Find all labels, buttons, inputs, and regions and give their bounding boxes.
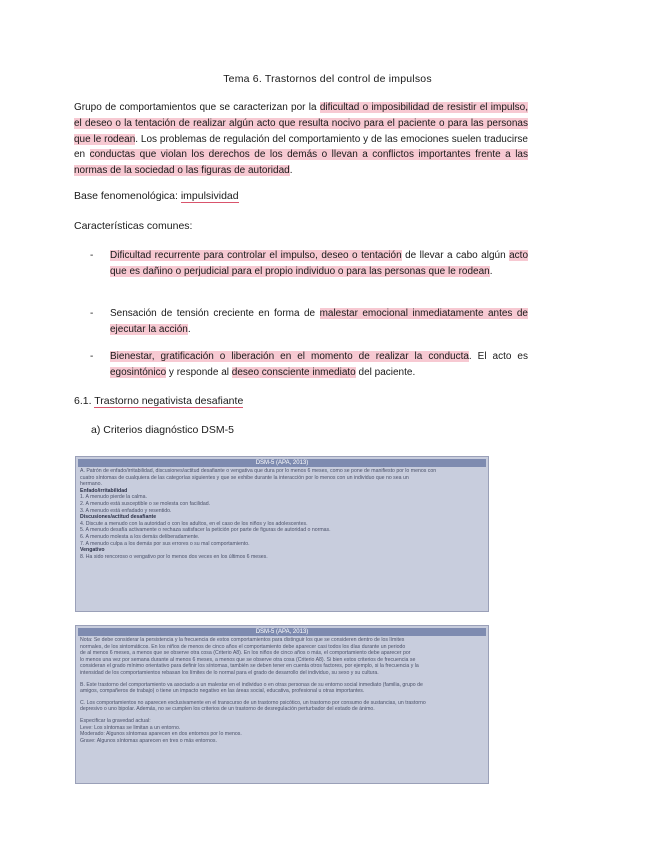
bullet-1-text-1: de llevar a cabo algún (401, 250, 510, 261)
section-heading (74, 395, 243, 407)
box-1-header: DSM-5 (APA, 2013) (78, 459, 486, 467)
box-1-content (76, 468, 488, 560)
criteria-line: de al menos 6 meses, a menos que se observe otra cosa (Criterio A8). En los niños de cinco años o más, el comportamiento debe aparecer por (80, 650, 411, 657)
criteria-line: Enfado/irritabilidad (80, 487, 128, 494)
criteria-line: Grave: Algunos síntomas aparecen en tres o más entornos. (80, 737, 217, 744)
criteria-line: Nota: Se debe considerar la persistencia y la frecuencia de estos comportamientos para distinguir los que se consideren dentro de los límites (80, 637, 405, 643)
box-2-header: DSM-5 (APA, 2013) (78, 628, 486, 636)
criteria-line: A. Patrón de enfado/irritabilidad, discusiones/actitud desafiante o vengativa que dura por lo menos 6 meses, como se pone de manifiesto por lo menos con (80, 468, 437, 474)
criteria-line: Especificar la gravedad actual: (80, 717, 151, 724)
dsm5-criteria-box-2 (75, 625, 489, 784)
bullet-2-highlight-1: malestar emocional inmediatamente antes de ejecutar la acción (110, 308, 528, 335)
bullet-3-text-1: . El acto es (468, 351, 528, 362)
criteria-line: Leve: Los síntomas se limitan a un entorno. (80, 724, 181, 731)
intro-text-1: Grupo de comportamientos que se caracterizan por la (74, 102, 320, 113)
bullet-1-highlight-1: Dificultad recurrente para controlar el impulso, deseo o tentación (110, 250, 402, 261)
caracteristicas-label: Características comunes: (74, 220, 193, 232)
intro-text-3: . (289, 165, 293, 177)
criteria-line: B. Este trastorno del comportamiento va asociado a un malestar en el individuo o en otras personas de su entorno social inmediato (familia, grupo de (80, 681, 423, 688)
criteria-line: normales, de los sintomáticos. En los niños de menos de cinco años el comportamiento debe aparecer casi todos los días durante un periodo (80, 643, 406, 650)
page-title: Tema 6. Trastornos del control de impulsos (223, 73, 432, 85)
criteria-line: 6. A menudo molesta a los demás deliberadamente. (80, 533, 200, 540)
base-term: impulsividad (180, 190, 239, 202)
criteria-line: 5. A menudo desafía activamente o rechaza satisfacer la petición por parte de figuras de autoridad o normas. (80, 527, 331, 534)
bullet-item-1 (110, 248, 528, 280)
section-number: 6.1. (74, 395, 95, 407)
dsm5-criteria-box-1 (75, 456, 489, 612)
bullet-3-text-3: del paciente. (355, 366, 416, 378)
criteria-line: depresivo o uno bipolar. Además, no se cumplen los criterios de un trastorno de desregulación perturbador del estado de ánimo. (80, 706, 375, 713)
criteria-line: 1. A menudo pierde la calma. (80, 494, 147, 501)
base-line (74, 190, 239, 202)
bullet-2-text-2: . (187, 323, 191, 335)
criteria-line: Vengativo (80, 547, 105, 554)
intro-highlight-2: conductas que violan los derechos de los demás o llevan a conflictos importantes frente a las normas de la sociedad o las figuras de autoridad (74, 149, 528, 177)
bullet-dash: - (90, 351, 94, 362)
bullet-3-highlight-3: deseo consciente inmediato (231, 366, 356, 378)
criteria-line: 7. A menudo culpa a los demás por sus errores o su mal comportamiento. (80, 540, 250, 547)
box-2-content (76, 637, 488, 744)
bullet-item-3 (110, 349, 528, 381)
criteria-line: amigos, compañeros de trabajo) o tiene un impacto negativo en las áreas social, educativa, profesional u otras importantes. (80, 688, 365, 695)
criteria-line: 3. A menudo está enfadado y resentido. (80, 507, 172, 514)
bullet-3-highlight-2: egosintónico (110, 366, 167, 378)
subsection-heading: a) Criterios diagnóstico DSM-5 (91, 424, 234, 436)
base-prefix: Base fenomenológica: (74, 190, 181, 202)
bullet-dash: - (90, 250, 94, 261)
intro-highlight-1: dificultad o imposibilidad de resistir el impulso, el deseo o la tentación de realizar algún acto que resulta nocivo para el paciente o para las personas que le rodean (74, 102, 528, 145)
criteria-line: consideran el grado mínimo orientativo para definir los síntomas, también se deben tener en cuenta otros factores, por ejemplo, si la frecuencia y la (80, 663, 419, 670)
criteria-line: Discusiones/actitud desafiante (80, 514, 157, 521)
intro-paragraph (74, 100, 528, 179)
criteria-line: cuatro síntomas de cualquiera de las categorías siguientes y que se exhibe durante la interacción por lo menos con un individuo que no sea un (80, 474, 409, 481)
bullet-dash: - (90, 308, 94, 319)
criteria-line: lo menos una vez por semana durante al menos 6 meses, a menos que se observe otra cosa (Criterio A8). Si bien estos criterios de frecuencia se (80, 656, 416, 663)
criteria-line: C. Los comportamientos no aparecen exclusivamente en el transcurso de un trastorno psicótico, un trastorno por consumo de sustancias, un trastorno (80, 699, 426, 706)
bullet-2-text-1: Sensación de tensión creciente en forma de (110, 308, 320, 319)
criteria-line: hermano. (80, 481, 102, 488)
criteria-line: 8. Ha sido rencoroso o vengativo por lo menos dos veces en los últimos 6 meses. (80, 553, 268, 560)
bullet-1-highlight-2: acto que es dañino o perjudicial para el propio individuo o para las personas que le rodean (110, 250, 529, 277)
bullet-3-text-2: y responde al (166, 366, 232, 378)
bullet-3-highlight-1: Bienestar, gratificación o liberación en el momento de realizar la conducta (110, 351, 469, 362)
bullet-1-text-2: . (489, 265, 493, 277)
criteria-line: intensidad de los comportamientos rebasan los límites de lo normal para el grado de desarrollo del individuo, su sexo y su cultura. (80, 669, 379, 676)
intro-text-2: . Los problemas de regulación del comportamiento y de las emociones suelen traducirse en (74, 133, 528, 161)
criteria-line: 4. Discute a menudo con la autoridad o con los adultos, en el caso de los niños y los adolescentes. (80, 520, 308, 527)
bullet-item-2 (110, 306, 528, 338)
criteria-line: 2. A menudo está susceptible o se molesta con facilidad. (80, 500, 211, 507)
section-title: Trastorno negativista desafiante (94, 395, 244, 407)
criteria-line: Moderado: Algunos síntomas aparecen en dos entornos por lo menos. (80, 731, 242, 738)
